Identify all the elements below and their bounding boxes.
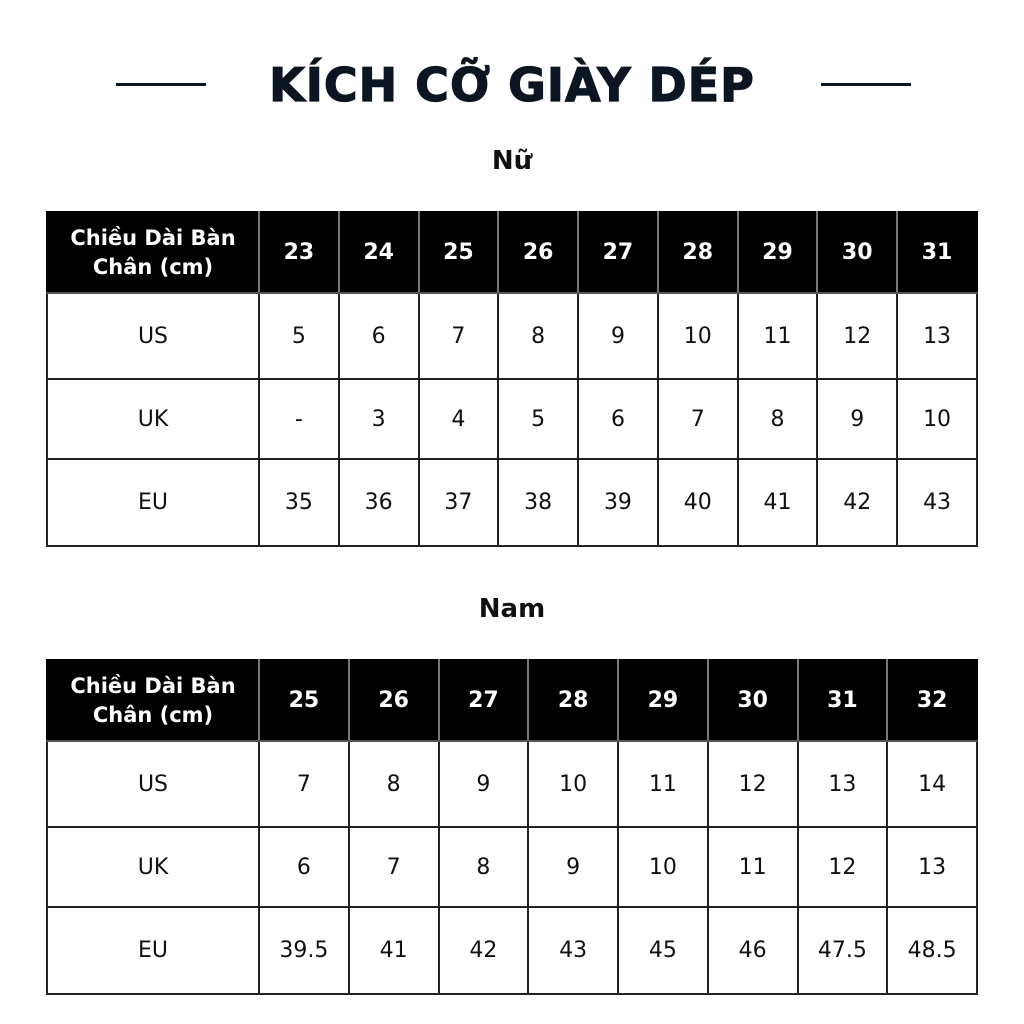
table-header-row xyxy=(47,212,977,293)
row-label: UK xyxy=(47,379,259,459)
page-title: KÍCH CỠ GIÀY DÉP xyxy=(269,58,755,112)
header-label-line2: Chân (cm) xyxy=(92,254,214,279)
size-cell: 11 xyxy=(618,741,708,827)
size-cell: 11 xyxy=(708,827,798,907)
foot-length-cell: 29 xyxy=(738,212,818,293)
section-title-men: Nam xyxy=(478,594,546,624)
size-cell: 10 xyxy=(658,293,738,379)
table-row xyxy=(47,827,977,907)
foot-length-cell: 30 xyxy=(708,660,798,741)
size-cell: 8 xyxy=(498,293,578,379)
row-label: EU xyxy=(47,459,259,546)
size-cell: 5 xyxy=(259,293,339,379)
size-cell: 46 xyxy=(708,907,798,994)
size-cell: 7 xyxy=(419,293,499,379)
foot-length-cell: 30 xyxy=(817,212,897,293)
foot-length-cell: 26 xyxy=(498,212,578,293)
title-divider-right xyxy=(821,83,911,86)
size-cell: 43 xyxy=(528,907,618,994)
foot-length-cell: 23 xyxy=(259,212,339,293)
size-cell: 10 xyxy=(528,741,618,827)
row-label: US xyxy=(47,293,259,379)
size-cell: 8 xyxy=(349,741,439,827)
header-label-line1: Chiều Dài Bàn xyxy=(70,225,236,250)
foot-length-cell: 25 xyxy=(419,212,499,293)
size-cell: 4 xyxy=(419,379,499,459)
size-cell: 13 xyxy=(897,293,977,379)
table-row xyxy=(47,459,977,546)
size-cell: 9 xyxy=(528,827,618,907)
size-cell: 9 xyxy=(439,741,529,827)
foot-length-cell: 31 xyxy=(897,212,977,293)
header-label-line1: Chiều Dài Bàn xyxy=(70,673,236,698)
foot-length-cell: 32 xyxy=(887,660,977,741)
men-size-table xyxy=(46,659,978,995)
foot-length-cell: 28 xyxy=(658,212,738,293)
size-cell: 9 xyxy=(817,379,897,459)
foot-length-cell: 31 xyxy=(798,660,888,741)
size-cell: 9 xyxy=(578,293,658,379)
size-cell: 41 xyxy=(738,459,818,546)
size-cell: 41 xyxy=(349,907,439,994)
size-cell: 13 xyxy=(887,827,977,907)
women-size-table xyxy=(46,211,978,547)
row-label: US xyxy=(47,741,259,827)
size-cell: 8 xyxy=(738,379,818,459)
row-label: UK xyxy=(47,827,259,907)
foot-length-cell: 28 xyxy=(528,660,618,741)
size-cell: 3 xyxy=(339,379,419,459)
table-row xyxy=(47,741,977,827)
size-cell: 36 xyxy=(339,459,419,546)
size-cell: 39.5 xyxy=(259,907,349,994)
page-header xyxy=(0,50,1024,120)
size-cell: 7 xyxy=(349,827,439,907)
size-cell: 12 xyxy=(817,293,897,379)
foot-length-cell: 24 xyxy=(339,212,419,293)
table-row xyxy=(47,379,977,459)
size-cell: 42 xyxy=(439,907,529,994)
title-divider-left xyxy=(116,83,206,86)
size-cell: 40 xyxy=(658,459,738,546)
size-cell: 48.5 xyxy=(887,907,977,994)
size-cell: 6 xyxy=(339,293,419,379)
foot-length-header xyxy=(47,660,259,741)
size-cell: 47.5 xyxy=(798,907,888,994)
size-cell: 43 xyxy=(897,459,977,546)
size-cell: 6 xyxy=(578,379,658,459)
size-cell: - xyxy=(259,379,339,459)
foot-length-cell: 25 xyxy=(259,660,349,741)
size-cell: 13 xyxy=(798,741,888,827)
foot-length-cell: 26 xyxy=(349,660,439,741)
foot-length-header xyxy=(47,212,259,293)
size-cell: 5 xyxy=(498,379,578,459)
header-label-line2: Chân (cm) xyxy=(92,702,214,727)
foot-length-cell: 27 xyxy=(578,212,658,293)
size-cell: 12 xyxy=(708,741,798,827)
size-cell: 39 xyxy=(578,459,658,546)
size-cell: 7 xyxy=(259,741,349,827)
size-cell: 11 xyxy=(738,293,818,379)
size-cell: 6 xyxy=(259,827,349,907)
size-cell: 10 xyxy=(618,827,708,907)
size-cell: 8 xyxy=(439,827,529,907)
size-cell: 38 xyxy=(498,459,578,546)
table-row xyxy=(47,907,977,994)
row-label: EU xyxy=(47,907,259,994)
table-row xyxy=(47,293,977,379)
foot-length-cell: 29 xyxy=(618,660,708,741)
size-cell: 14 xyxy=(887,741,977,827)
size-cell: 42 xyxy=(817,459,897,546)
size-cell: 45 xyxy=(618,907,708,994)
size-cell: 10 xyxy=(897,379,977,459)
size-cell: 35 xyxy=(259,459,339,546)
size-cell: 7 xyxy=(658,379,738,459)
foot-length-cell: 27 xyxy=(439,660,529,741)
size-cell: 12 xyxy=(798,827,888,907)
size-cell: 37 xyxy=(419,459,499,546)
table-header-row xyxy=(47,660,977,741)
section-title-women: Nữ xyxy=(491,146,533,176)
